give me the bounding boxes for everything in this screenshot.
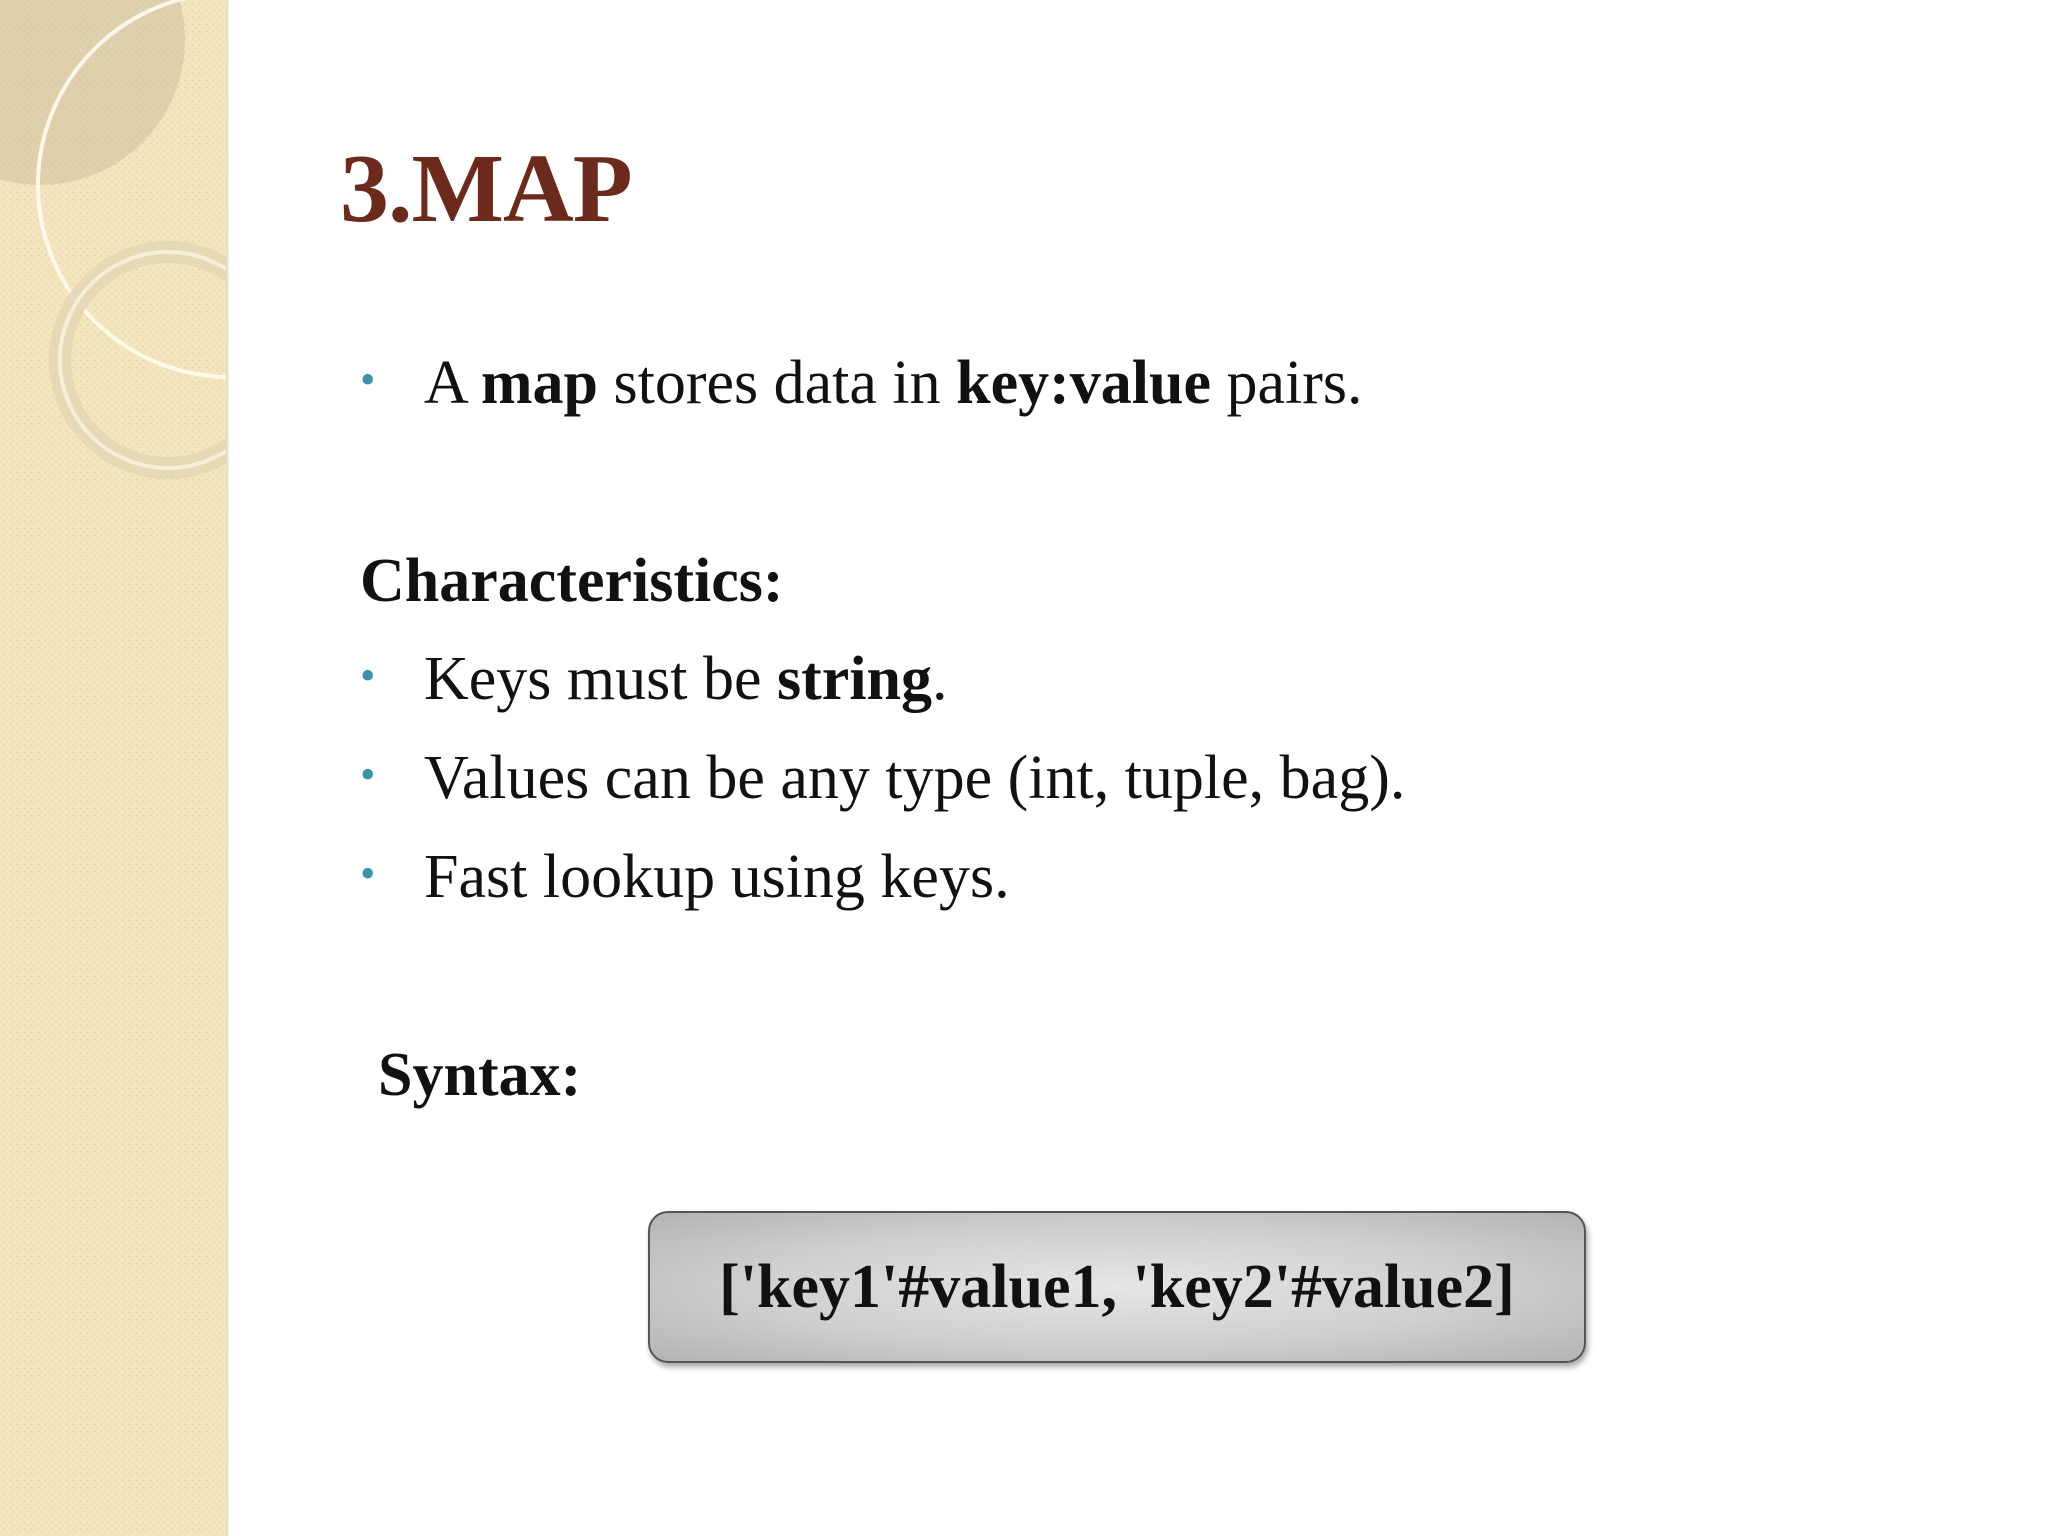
decorative-sidebar xyxy=(0,0,226,1536)
bold-term-string: string xyxy=(777,645,933,713)
characteristics-heading: Characteristics: xyxy=(360,547,784,615)
syntax-heading: Syntax: xyxy=(378,1041,582,1109)
text-segment: Fast lookup using keys. xyxy=(424,843,1010,911)
slide-title: 3.MAP xyxy=(340,135,632,243)
text-segment: pairs. xyxy=(1211,349,1363,417)
text-segment: . xyxy=(932,645,948,713)
text-segment: Values can be any type (int, tuple, bag). xyxy=(424,744,1406,812)
text-segment: stores data in xyxy=(598,349,957,417)
bullet-icon: • xyxy=(360,750,376,799)
syntax-code: ['key1'#value1, 'key2'#value2] xyxy=(719,1252,1515,1321)
bullet-icon: • xyxy=(360,849,376,898)
decorative-rings xyxy=(0,0,226,1536)
intro-text xyxy=(424,349,1363,417)
sidebar-divider xyxy=(226,0,229,1536)
syntax-code-box xyxy=(648,1211,1586,1363)
characteristic-text xyxy=(424,645,948,713)
decorative-ring-medium xyxy=(60,252,226,468)
decorative-circle-fill xyxy=(0,0,185,185)
text-segment: A xyxy=(424,349,481,417)
bullet-icon: • xyxy=(360,355,376,404)
characteristic-text xyxy=(424,843,1010,911)
text-segment: Keys must be xyxy=(424,645,778,713)
bold-term-map: map xyxy=(480,349,598,417)
bold-term-key-value: key:value xyxy=(956,349,1212,417)
bullet-icon: • xyxy=(360,651,376,700)
characteristic-text xyxy=(424,744,1406,812)
